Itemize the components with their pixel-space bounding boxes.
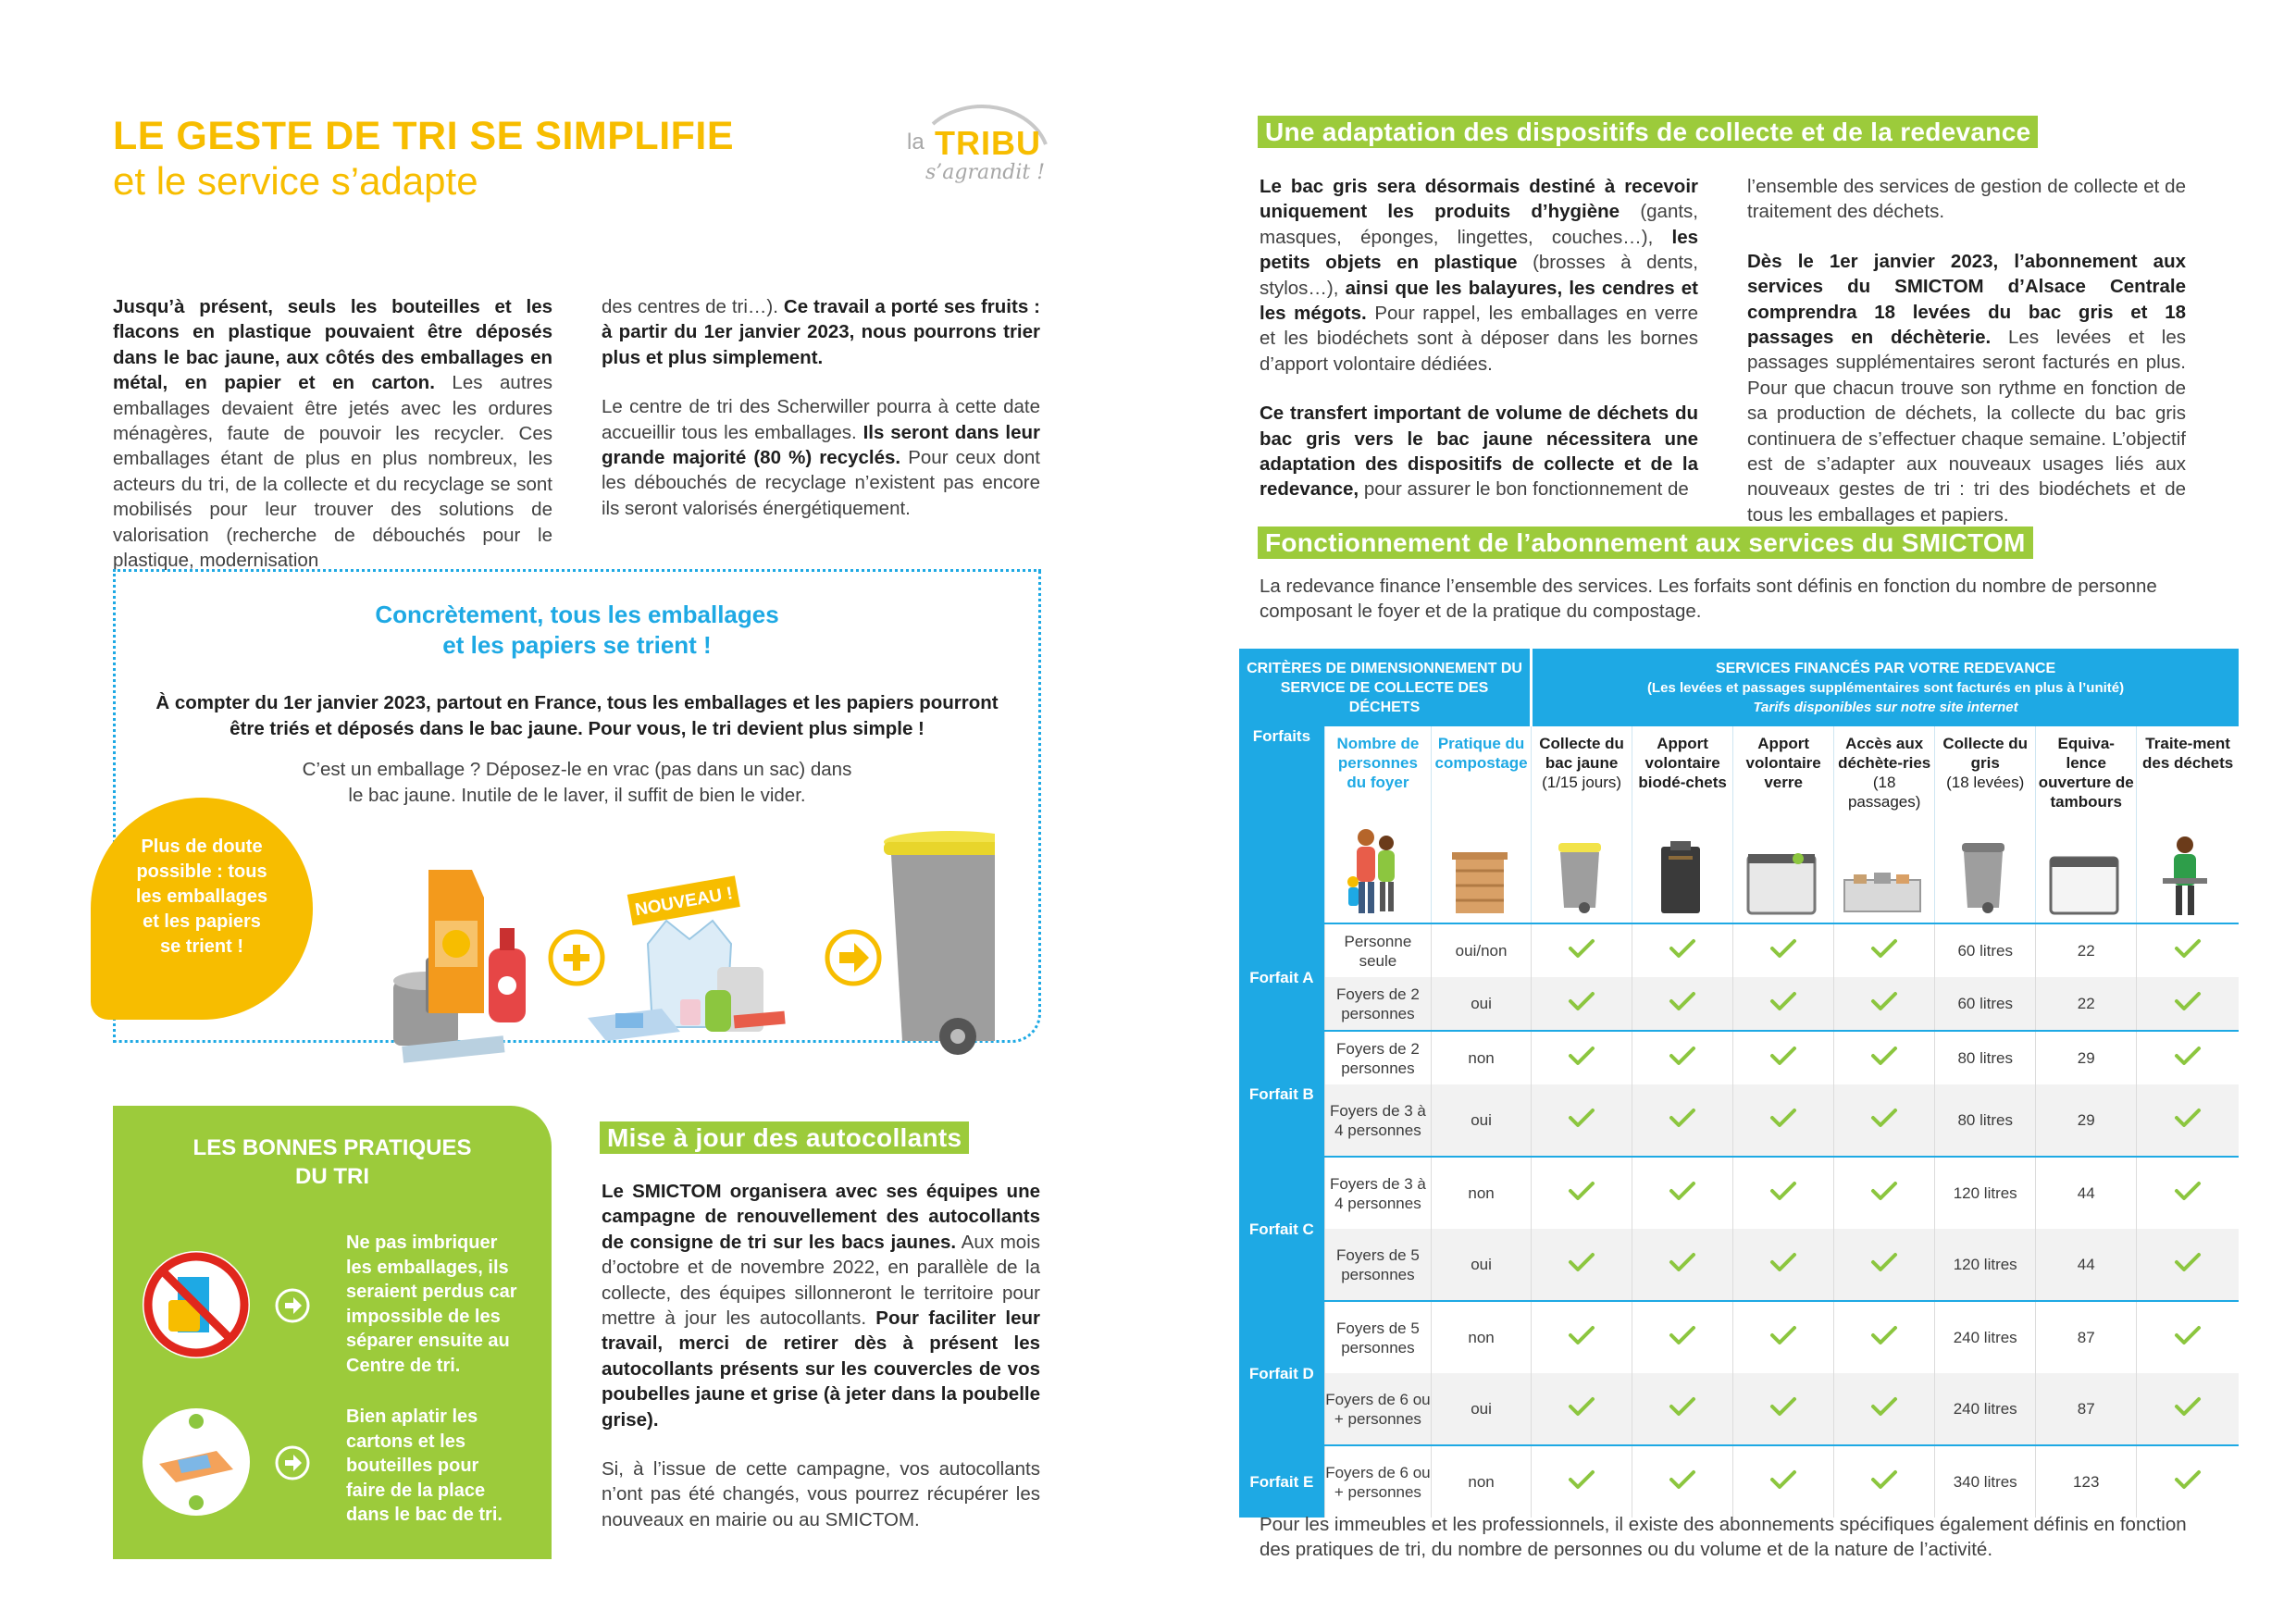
check-icon — [1568, 1325, 1595, 1345]
cell-compost: non — [1432, 1031, 1532, 1084]
forfait-label: Forfait E — [1239, 1445, 1324, 1518]
bottle-icon — [489, 928, 526, 1022]
intro-bold: Jusqu’à présent, seuls les bouteilles et les flacons en plastique pouvaient être déposés dans le bac jaune, aux côtés des emballages en métal, en papier et en carton. — [113, 296, 552, 394]
title-main: LE GESTE DE TRI SE SIMPLIFIE — [113, 114, 735, 158]
bubble-line: et les papiers — [143, 911, 261, 932]
check-icon — [2174, 1046, 2202, 1066]
box-bold-line-2: être triés et déposés dans le bac jaune. Pour vous, le tri devient plus simple ! — [230, 718, 925, 739]
cell-check — [1532, 1084, 1632, 1157]
table-head-services: SERVICES FINANCÉS PAR VOTRE REDEVANCE (Les levées et passages supplémentaires sont facturés en plus à l’unité) Tarifs disponibles sur notre site internet — [1532, 649, 2239, 726]
cell-check — [1632, 1031, 1733, 1084]
sticker-text — [602, 1179, 1040, 1532]
col2-bold-2: Ils seront dans leur grande majorité (80 %) recyclés. — [602, 421, 1040, 469]
box-bold-line-1: À compter du 1er janvier 2023, partout en France, tous les emballages et les papiers pourront — [155, 692, 999, 713]
page-title — [113, 113, 734, 204]
cell-check — [2137, 1445, 2239, 1518]
cell-personnes: Foyers de 6 ou + personnes — [1324, 1373, 1431, 1445]
sticker-text-2: Si, à l’issue de cette campagne, vos autocollants n’ont pas été changés, vous pourrez récupérer les nouveaux en mairie ou au SMICTOM. — [602, 1458, 1040, 1530]
doubt-bubble — [91, 798, 313, 1020]
cell-check — [2137, 1301, 2239, 1373]
logo-tagline: s’agrandit ! — [925, 161, 1046, 184]
col-forfaits: Forfaits — [1239, 726, 1324, 923]
table-row — [1239, 1031, 2239, 1084]
table-row — [1239, 1301, 2239, 1373]
cell-tambours: 87 — [2036, 1373, 2137, 1445]
bubble-line: possible : tous — [136, 861, 267, 882]
cell-check — [1834, 1031, 1935, 1084]
bubble-line: les emballages — [135, 886, 268, 907]
cell-check — [1733, 923, 1834, 977]
box-title-line-1: Concrètement, tous les emballages — [375, 601, 779, 628]
title-sub: et le service s’adapte — [113, 159, 478, 203]
col-jaune: Collecte du bac jaune (1/15 jours) — [1532, 726, 1632, 923]
table-row — [1239, 1157, 2239, 1229]
sticker-bold: Le SMICTOM organisera avec ses équipes une campagne de renouvellement des autocollants de consigne de tri sur les bacs jaunes. — [602, 1181, 1040, 1253]
cell-compost: oui — [1432, 1373, 1532, 1445]
cell-check — [2137, 1084, 2239, 1157]
check-icon — [2174, 991, 2202, 1011]
cell-personnes: Foyers de 3 à 4 personnes — [1324, 1084, 1431, 1157]
cell-check — [1834, 1301, 1935, 1373]
check-icon — [1669, 1046, 1696, 1066]
check-icon — [1870, 1396, 1898, 1417]
sticker-bold-2: Pour faciliter leur travail, merci de retirer dès à présent les autocollants présents sur les couvercles de vos poubelles jaune et grise (à jeter dans la poubelle grise). — [602, 1307, 1041, 1431]
cell-check — [1532, 1031, 1632, 1084]
cell-check — [1532, 1301, 1632, 1373]
forfait-label: Forfait A — [1239, 923, 1324, 1031]
cell-compost: oui/non — [1432, 923, 1532, 977]
worker-icon — [2157, 834, 2213, 917]
box-text-line-1: C’est un emballage ? Déposez-le en vrac (pas dans un sac) dans — [302, 759, 852, 780]
col-decheterie: Accès aux déchète-ries (18 passages) — [1834, 726, 1935, 923]
box-bold-text — [113, 690, 1041, 742]
packaging-illustration — [384, 828, 995, 1069]
c1-bold-1: Le bac gris sera désormais destiné à recevoir uniquement les produits d’hygiène — [1260, 176, 1698, 223]
cell-check — [1733, 1373, 1834, 1445]
box-text-line-2: le bac jaune. Inutile de le laver, il suffit de bien le vider. — [348, 785, 806, 806]
check-icon — [1669, 1396, 1696, 1417]
bubble-line: Plus de doute — [141, 836, 263, 857]
check-icon — [2174, 1325, 2202, 1345]
check-icon — [1568, 991, 1595, 1011]
cell-check — [1834, 977, 1935, 1031]
cell-compost: oui — [1432, 1229, 1532, 1301]
cell-gris: 60 litres — [1935, 977, 2036, 1031]
cell-tambours: 29 — [2036, 1031, 2137, 1084]
heading-adaptation — [1258, 116, 2038, 148]
check-icon — [2174, 1252, 2202, 1272]
practices-title — [113, 1134, 552, 1191]
col-gris: Collecte du gris (18 levées) — [1935, 726, 2036, 923]
check-icon — [2174, 938, 2202, 959]
forfait-label: Forfait D — [1239, 1301, 1324, 1445]
logo-tribu: TRIBU — [935, 124, 1041, 162]
cell-check — [1834, 1229, 1935, 1301]
sticker-heading-label: Mise à jour des autocollants — [600, 1121, 969, 1154]
intro-column-1 — [113, 294, 552, 573]
cell-personnes: Foyers de 5 personnes — [1324, 1301, 1431, 1373]
cell-tambours: 44 — [2036, 1229, 2137, 1301]
check-icon — [1669, 1469, 1696, 1490]
check-icon — [1568, 1046, 1595, 1066]
logo-la: la — [907, 130, 925, 155]
composter-icon — [1452, 850, 1508, 915]
cell-check — [1733, 1445, 1834, 1518]
table-row — [1239, 923, 2239, 977]
check-icon — [1870, 991, 1898, 1011]
cell-check — [1834, 923, 1935, 977]
check-icon — [1568, 1108, 1595, 1128]
cell-check — [1834, 1445, 1935, 1518]
c2-bold-1: Dès le 1er janvier 2023, l’abonnement aux services du SMICTOM d’Alsace Centrale comprendra 18 levées du bac gris et 18 passages en déchèterie. — [1747, 250, 2186, 349]
col-verre: Apport volontaire verre — [1733, 726, 1834, 923]
cell-check — [1733, 977, 1834, 1031]
practice-1-text: Ne pas imbriquer les emballages, ils seraient perdus car impossible de les séparer ensuite au Centre de tri. — [346, 1233, 517, 1376]
cell-check — [1733, 1229, 1834, 1301]
cell-compost: non — [1432, 1157, 1532, 1229]
check-icon — [1769, 991, 1797, 1011]
cell-gris: 120 litres — [1935, 1229, 2036, 1301]
table-head-criteria: CRITÈRES DE DIMENSIONNEMENT DU SERVICE DE COLLECTE DES DÉCHETS — [1239, 649, 1532, 726]
cell-compost: non — [1432, 1445, 1532, 1518]
cell-check — [1632, 977, 1733, 1031]
col-tambours: Equiva-lence ouverture de tambours — [2036, 726, 2137, 923]
cell-check — [1532, 1229, 1632, 1301]
biowaste-bin-icon — [1657, 841, 1704, 915]
cell-tambours: 29 — [2036, 1084, 2137, 1157]
check-icon — [1568, 1469, 1595, 1490]
check-icon — [1870, 1469, 1898, 1490]
arrow-right-icon — [275, 1445, 310, 1481]
check-icon — [1669, 1252, 1696, 1272]
cell-check — [1632, 1373, 1733, 1445]
cell-check — [1532, 977, 1632, 1031]
cell-check — [1632, 923, 1733, 977]
cell-check — [1632, 1084, 1733, 1157]
bubble-line: se trient ! — [159, 936, 244, 957]
check-icon — [1568, 938, 1595, 959]
practices-title-line-1: LES BONNES PRATIQUES — [192, 1135, 472, 1160]
heading-abonnement-label: Fonctionnement de l’abonnement aux services du SMICTOM — [1258, 527, 2033, 559]
forfaits-table — [1239, 649, 2239, 1518]
cell-tambours: 123 — [2036, 1445, 2137, 1518]
arrow-right-icon — [275, 1288, 310, 1323]
cell-personnes: Foyers de 3 à 4 personnes — [1324, 1157, 1431, 1229]
cell-check — [1733, 1084, 1834, 1157]
cell-personnes: Foyers de 2 personnes — [1324, 977, 1431, 1031]
heading-abonnement — [1258, 527, 2033, 559]
cell-check — [1632, 1301, 1733, 1373]
check-icon — [1769, 1181, 1797, 1201]
cell-compost: non — [1432, 1301, 1532, 1373]
recycling-center-icon — [1843, 873, 1922, 913]
c2-text-1: l’ensemble des services de gestion de collecte et de traitement des déchets. — [1747, 176, 2186, 223]
cell-compost: oui — [1432, 977, 1532, 1031]
check-icon — [1769, 1252, 1797, 1272]
table-row — [1239, 1445, 2239, 1518]
heading-adaptation-label: Une adaptation des dispositifs de collecte et de la redevance — [1258, 116, 2038, 148]
check-icon — [1568, 1181, 1595, 1201]
cell-personnes: Personne seule — [1324, 923, 1431, 977]
check-icon — [2174, 1181, 2202, 1201]
check-icon — [1870, 1325, 1898, 1345]
box-text — [113, 757, 1041, 809]
cell-check — [1733, 1031, 1834, 1084]
cell-tambours: 22 — [2036, 977, 2137, 1031]
check-icon — [1669, 938, 1696, 959]
cell-check — [1532, 1373, 1632, 1445]
nouveau-tag — [627, 875, 740, 925]
cell-tambours: 87 — [2036, 1301, 2137, 1373]
forfait-label: Forfait C — [1239, 1157, 1324, 1301]
check-icon — [1870, 938, 1898, 959]
table-row — [1239, 977, 2239, 1031]
practices-title-line-2: DU TRI — [295, 1164, 369, 1189]
cell-check — [1632, 1229, 1733, 1301]
check-icon — [1769, 1325, 1797, 1345]
yogurt-icon — [680, 999, 701, 1025]
col-traitement: Traite-ment des déchets — [2137, 726, 2239, 923]
nouveau-label: NOUVEAU ! — [633, 884, 735, 921]
tribu-logo — [907, 104, 1055, 192]
table-row — [1239, 1084, 2239, 1157]
plus-icon — [551, 932, 602, 984]
intro-column-2 — [602, 294, 1040, 521]
good-practices-box — [113, 1106, 552, 1559]
cell-personnes: Foyers de 6 ou + personnes — [1324, 1445, 1431, 1518]
col-personnes: Nombre de personnes du foyer — [1324, 726, 1431, 923]
adaptation-column-2: l’ensemble des services de gestion de collecte et de traitement des déchets. Dès le 1er janvier 2023, l’abonnement aux services du SMICTOM d’Alsace Centrale comprendra 18 levées du bac gris et 18 passages en déchèterie. Les levées et les passages supplémentaires seront facturés en plus. Pour que chacun trouve son rythme en fonction de sa production de déchets, la collecte du bac gris continuera de s’effectuer chaque semaine. L’objectif est de s’adapter aux nouveaux usages liés aux nouveaux gestes de tri : tri des biodéchets et de tous les emballages et papiers. — [1747, 176, 2186, 526]
cell-gris: 80 litres — [1935, 1031, 2036, 1084]
cell-gris: 80 litres — [1935, 1084, 2036, 1157]
table-footer-note: Pour les immeubles et les professionnels, il existe des abonnements spécifiques également définis en fonction des pratiques de tri, du nombre de personnes ou du volume et de la nature de l’activité. — [1260, 1514, 2187, 1561]
cell-check — [2137, 1157, 2239, 1229]
check-icon — [1669, 1181, 1696, 1201]
cell-check — [1834, 1084, 1935, 1157]
adaptation-column-1: Le bac gris sera désormais destiné à recevoir uniquement les produits d’hygiène (gants, masques, éponges, lingettes, couches…), les petits objets en plastique (brosses à dents, stylos…), ainsi que les balayures, les cendres et les mégots. Pour rappel, les emballages en verre et les biodéchets sont à déposer dans les bornes d’apport volontaire dédiées. Ce transfert important de volume de déchets du bac gris vers le bac jaune nécessitera une adaptation des dispositifs de collecte et de la redevance, pour assurer le bon fonctionnement de — [1260, 176, 1698, 501]
sticker-text-1: Aux mois d’octobre et de novembre 2022, en parallèle de la collecte, des équipes sillonneront le territoire pour mettre à jour les autocollants. — [602, 1231, 1040, 1330]
table-row — [1239, 1373, 2239, 1445]
tray-item-icon — [615, 1013, 643, 1028]
col2-text: des centres de tri…). — [602, 296, 784, 317]
cell-check — [2137, 977, 2239, 1031]
flatten-boxes-icon — [141, 1406, 252, 1518]
practice-2-text: Bien aplatir les cartons et les bouteilles pour faire de la place dans le bac de tri. — [346, 1406, 503, 1525]
cell-gris: 240 litres — [1935, 1373, 2036, 1445]
glass-bin-icon — [1746, 850, 1817, 915]
cell-check — [1733, 1301, 1834, 1373]
cell-gris: 120 litres — [1935, 1157, 2036, 1229]
cell-check — [1532, 1157, 1632, 1229]
cell-check — [2137, 1031, 2239, 1084]
sticker-heading — [600, 1121, 969, 1154]
check-icon — [1769, 938, 1797, 959]
check-icon — [2174, 1396, 2202, 1417]
concretement-title — [113, 600, 1041, 661]
no-nesting-icon — [141, 1249, 252, 1360]
check-icon — [2174, 1108, 2202, 1128]
cell-personnes: Foyers de 5 personnes — [1324, 1229, 1431, 1301]
cell-check — [1632, 1157, 1733, 1229]
cell-check — [2137, 1229, 2239, 1301]
check-icon — [1669, 991, 1696, 1011]
grey-bin-icon — [1958, 841, 2008, 915]
col-bio: Apport volontaire biodé-chets — [1632, 726, 1733, 923]
cell-gris: 240 litres — [1935, 1301, 2036, 1373]
forfait-label: Forfait B — [1239, 1031, 1324, 1157]
check-icon — [1568, 1252, 1595, 1272]
check-icon — [1769, 1046, 1797, 1066]
cell-check — [1733, 1157, 1834, 1229]
cell-check — [1632, 1445, 1733, 1518]
check-icon — [1568, 1396, 1595, 1417]
check-icon — [1870, 1181, 1898, 1201]
box-title-line-2: et les papiers se trient ! — [442, 631, 712, 659]
green-bottle-icon — [705, 990, 731, 1032]
check-icon — [1870, 1108, 1898, 1128]
family-icon — [1344, 824, 1409, 917]
cell-tambours: 44 — [2036, 1157, 2137, 1229]
cell-gris: 340 litres — [1935, 1445, 2036, 1518]
check-icon — [2174, 1469, 2202, 1490]
cell-gris: 60 litres — [1935, 923, 2036, 977]
col-compost: Pratique du compostage — [1432, 726, 1532, 923]
check-icon — [1769, 1469, 1797, 1490]
yellow-bin-icon — [884, 831, 995, 1055]
cell-check — [1834, 1373, 1935, 1445]
cell-check — [2137, 923, 2239, 977]
cell-check — [1532, 923, 1632, 977]
arrow-right-icon — [827, 932, 879, 984]
cell-check — [1532, 1445, 1632, 1518]
intro-text: Les autres emballages devaient être jetés avec les ordures ménagères, faute de pouvoir les recycler. Ces emballages étant de plus en plus nombreux, les acteurs du tri, de la collecte et du recyclage se sont mobilisés pour leur trouver des solutions de valorisation (recherche de débouchés pour le plastique, modernisation — [113, 372, 552, 572]
abonnement-intro: La redevance finance l’ensemble des services. Les forfaits sont définis en fonction du nombre de personne composant le foyer et de la pratique du compostage. — [1260, 576, 2157, 623]
table-row — [1239, 1229, 2239, 1301]
col2-text-2: Le centre de tri des Scherwiller pourra à cette date accueillir tous les emballages. — [602, 396, 1040, 443]
cell-compost: oui — [1432, 1084, 1532, 1157]
col2-bold: Ce travail a porté ses fruits : à partir du 1er janvier 2023, nous pourrons trier plus et plus simplement. — [602, 296, 1040, 368]
cell-check — [2137, 1373, 2239, 1445]
drum-access-icon — [2049, 854, 2119, 915]
cell-tambours: 22 — [2036, 923, 2137, 977]
check-icon — [1769, 1396, 1797, 1417]
check-icon — [1870, 1252, 1898, 1272]
cell-check — [1834, 1157, 1935, 1229]
cell-personnes: Foyers de 2 personnes — [1324, 1031, 1431, 1084]
col2-text-3: Pour ceux dont les débouchés de recyclage n’existent pas encore ils seront valorisés énergétiquement. — [602, 447, 1040, 519]
carton-icon — [428, 870, 484, 1013]
check-icon — [1870, 1046, 1898, 1066]
check-icon — [1669, 1325, 1696, 1345]
yellow-bin-icon — [1555, 841, 1605, 915]
check-icon — [1769, 1108, 1797, 1128]
check-icon — [1669, 1108, 1696, 1128]
